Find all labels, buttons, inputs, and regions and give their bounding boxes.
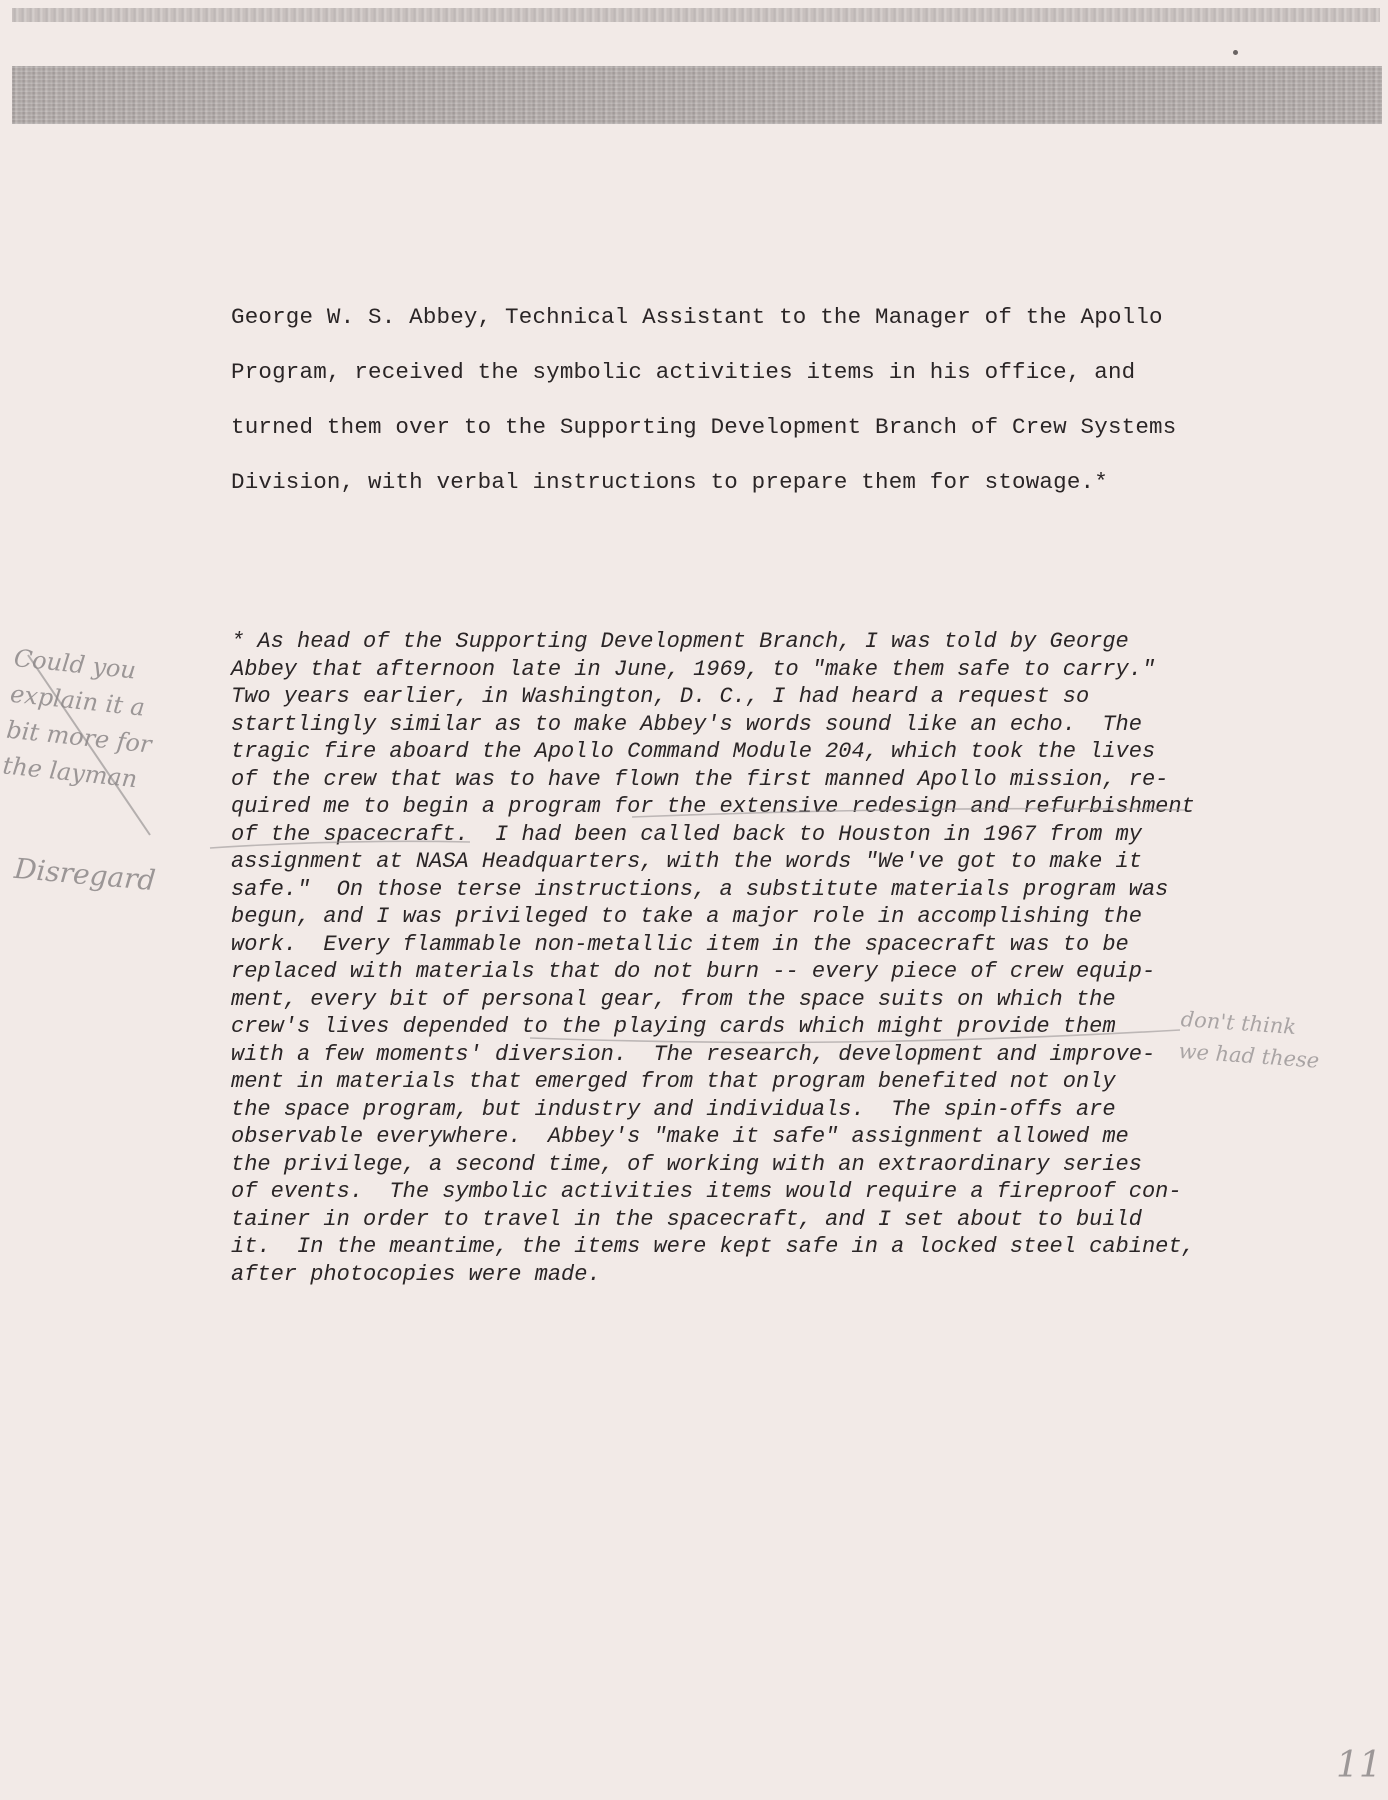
- footnote-line: begun, and I was privileged to take a major role in accomplishing the: [231, 904, 1142, 929]
- main-paragraph-line: Program, received the symbolic activities items in his office, and: [231, 359, 1136, 385]
- pencil-note-disregard: Disregard: [12, 851, 157, 898]
- copier-noise-band-top: [12, 8, 1380, 22]
- footnote: [231, 628, 1251, 1288]
- footnote-line: of the spacecraft. I had been called back to Houston in 1967 from my: [231, 821, 1142, 847]
- footnote-line: replaced with materials that do not burn -- every piece of crew equip-: [231, 959, 1156, 984]
- footnote-line: assignment at NASA Headquarters, with the words "We've got to make it: [231, 849, 1142, 874]
- pencil-note-line: we had these: [1177, 1038, 1320, 1073]
- copier-noise-band: [12, 66, 1382, 124]
- footnote-line: the privilege, a second time, of working with an extraordinary series: [231, 1151, 1142, 1177]
- footnote-line: it. In the meantime, the items were kept safe in a locked steel cabinet,: [231, 1234, 1195, 1259]
- footnote-line: quired me to begin a program for the extensive redesign and refurbishment: [231, 794, 1195, 819]
- pencil-note-line: don't think: [1180, 1006, 1297, 1039]
- paper-speck: [1233, 50, 1238, 55]
- footnote-line: work. Every flammable non-metallic item in the spacecraft was to be: [231, 931, 1129, 957]
- footnote-line: Abbey that afternoon late in June, 1969, to "make them safe to carry.": [231, 656, 1156, 682]
- pencil-note-line: Could you: [12, 643, 138, 685]
- footnote-line: tainer in order to travel in the spacecraft, and I set about to build: [231, 1206, 1142, 1232]
- footnote-line: ment, every bit of personal gear, from the space suits on which the: [231, 986, 1116, 1012]
- pencil-note-line: bit more for: [5, 715, 153, 759]
- footnote-line: startlingly similar as to make Abbey's words sound like an echo. The: [231, 711, 1142, 737]
- footnote-line: the space program, but industry and individuals. The spin-offs are: [231, 1096, 1116, 1122]
- pencil-note-left: [1, 640, 220, 805]
- footnote-line: observable everywhere. Abbey's "make it safe" assignment allowed me: [231, 1124, 1129, 1149]
- footnote-line: ment in materials that emerged from that program benefited not only: [231, 1069, 1116, 1094]
- footnote-line: of the crew that was to have flown the first manned Apollo mission, re-: [231, 766, 1169, 792]
- footnote-line: safe." On those terse instructions, a substitute materials program was: [231, 876, 1169, 902]
- main-paragraph-line: turned them over to the Supporting Development Branch of Crew Systems: [231, 414, 1177, 440]
- footnote-line: with a few moments' diversion. The research, development and improve-: [231, 1041, 1156, 1067]
- main-paragraph: [231, 290, 1231, 510]
- footnote-line: tragic fire aboard the Apollo Command Module 204, which took the lives: [231, 739, 1156, 764]
- footnote-line: crew's lives depended to the playing cards which might provide them: [231, 1014, 1116, 1039]
- footnote-line: after photocopies were made.: [231, 1261, 601, 1287]
- footnote-line: of events. The symbolic activities items would require a fireproof con-: [231, 1179, 1182, 1204]
- footnote-line: * As head of the Supporting Development Branch, I was told by George: [231, 629, 1129, 654]
- main-paragraph-line: Division, with verbal instructions to prepare them for stowage.*: [231, 469, 1108, 495]
- pencil-note-line: explain it a: [8, 679, 147, 722]
- footnote-line: Two years earlier, in Washington, D. C., I had heard a request so: [231, 684, 1090, 709]
- main-paragraph-line: George W. S. Abbey, Technical Assistant to the Manager of the Apollo: [231, 304, 1163, 330]
- pencil-note-line: the layman: [1, 751, 139, 794]
- page-number: 11: [1336, 1745, 1382, 1786]
